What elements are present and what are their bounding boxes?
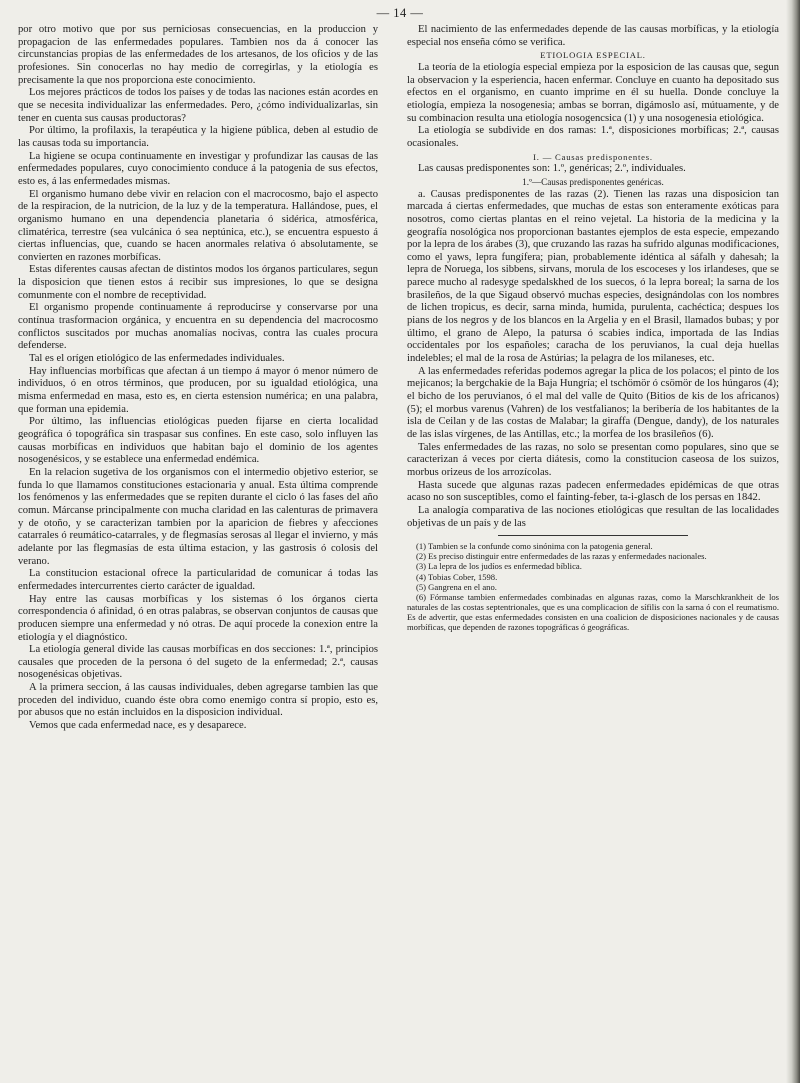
paragraph: Hasta sucede que algunas razas padecen enfermedades epidémicas de que otras acaso no son susceptibles, como el fainting-feber, ta-i-glasch de los persas en 1842. [407, 479, 779, 504]
paragraph: Vemos que cada enfermedad nace, es y desaparece. [29, 720, 247, 732]
footnote: (3) La lepra de los judíos es enfermedad bíblica. [416, 561, 582, 572]
paragraph: La analogía comparativa de las nociones etiológicas que resultan de las localidades objetivas de un país y de las [407, 504, 779, 529]
footnote: (5) Gangrena en el ano. [416, 581, 497, 592]
paragraph: En la relacion sugetiva de los organismos con el intermedio objetivo esterior, se funda lo que llamamos constituciones estacionaria y anual. Esta última comprende los fenómenos y las enfermedades que se repiten durante el ciclo ó las fases del año comun. Márcanse principalmente con mucha claridad en las calenturas de primavera y de otoño, y se caracterizan tambien por la aparicion de fiebres y afecciones catarrales ó reumático-catarrales, y de flegmasías serosas al llegar el invierno, y más adelante por las flegmasías de esta última estacion, y las gastrosis ó colosis del verano. [18, 466, 378, 567]
paragraph: por otro motivo que por sus perniciosas consecuencias, en la produccion y propagacion de las enfermedades populares. Tambien nos da á conocer las circunstancias propias de las enfermedades de los artesanos, de los oficios y de las profesiones. Sin conocerlas no hay medio de corregirlas, y la etiología es precisamente la que nos proporciona este conocimiento. [18, 24, 378, 86]
paragraph: Tales enfermedades de las razas, no solo se presentan como populares, sino que se caracterizan á veces por cierta diátesis, como la constitucion caseosa de los suizos, morbus orizeus de los arrozícolas. [407, 441, 779, 478]
paragraph: La higiene se ocupa continuamente en investigar y profundizar las causas de las enfermedades populares, cuyo conocimiento conduce á la patogenia de sus efectos, esto es, á las enfermedades mismas. [18, 150, 378, 187]
paragraph: Por último, la profilaxis, la terapéutica y la higiene pública, deben al estudio de las causas toda su importancia. [18, 125, 378, 149]
footnotes [407, 541, 779, 632]
paragraph: El organismo humano debe vivir en relacion con el macrocosmo, bajo el aspecto de la respiracion, de la nutricion, de la luz y de la temperatura. Hallándose, pues, el organismo humano en una dependencia planetaria ó sidérica, atmosférica, climatérica, terrestre (sea vulcánica ó sea neptúnica, etc.), se encuentra espuesto á ciertas influencias, que, cuando se hacen anormales relativa ó absolutamente, se convierten en razones morbíficas. [18, 188, 378, 263]
footnote: (4) Tobias Cober, 1598. [416, 571, 498, 582]
paragraph: El organismo propende continuamente á reproducirse y conservarse por una contínua trasformacion orgánica, y encuentra en su dependencia del macrocosmo conflictos suscitados por muchas anomalías nocivas, contra las cuales procura defenderse. [18, 302, 378, 352]
page-edge-shadow [786, 0, 800, 1083]
footnote: (6) Fórmanse tambien enfermedades combinadas en algunas razas, como la Marschkrankheit de los naturales de las costas septentrionales, que es una complicacion de sífilis con la sarna ó con el reumatismo. Es de advertir, que estas enfermedades consisten en una coalicion de disposiciones nacionales y de causas morbíficas, que dependen de razones topográficas ó geográficas. [407, 591, 779, 632]
paragraph: Los mejores prácticos de todos los países y de todas las naciones están acordes en que se necesita individualizar las enfermedades. Pero, ¿cómo individualizarlas, sin tener en cuenta sus causas productoras? [18, 87, 378, 124]
paragraph: Por último, las influencias etiológicas pueden fijarse en cierta localidad geográfica ó topográfica sin traspasar sus confines. En este caso, solo influyen las causas morbíficas en individuos que habitan bajo el dominio de los agentes nosogenésicos, y se establece una enfermedad endémica. [18, 416, 378, 466]
footnote-divider [498, 535, 688, 536]
paragraph: Hay entre las causas morbíficas y los sistemas ó los órganos cierta correspondencia ó afinidad, ó en otras palabras, se observan conjuntos de causas que producen siempre una enfermedad y nó otras. De aquí procede la conexion entre la etiología y el diagnóstico. [18, 593, 378, 643]
section-heading-etiologia-especial: ETIOLOGIA ESPECIAL. [540, 50, 646, 61]
paragraph: La etiología se subdivide en dos ramas: 1.ª, disposiciones morbíficas; 2.ª, causas ocasionales. [407, 125, 779, 149]
paragraph: Estas diferentes causas afectan de distintos modos los órganos particulares, segun la disposicion que tienen estos á recibir sus impresiones, lo que se designa comunmente con el nombre de receptividad. [18, 264, 378, 301]
paragraph: Hay influencias morbíficas que afectan á un tiempo á mayor ó menor número de individuos, ó en otros términos, que producen, por su igualdad etiológica, una misma enfermedad en masa, esto es, en cierta estension numérica; en una palabra, que forman una epidemia. [18, 365, 378, 415]
paragraph: a. Causas predisponentes de las razas (2). Tienen las razas una disposicion tan marcada á ciertas enfermedades, que muchas de estas son enteramente exóticas para nosotros, como ciertas plantas en el reino vejetal. La historia de la medicina y la geografía nosológica nos proporcionan bastantes ejemplos de esta especie, empezando por la lepra de los árabes (3), que cruzando las razas ha sufrido algunas modificaciones, como el yaws, lepra fungífera; pian, probablemente idéntica al sáfalh y dahesah; la lepra de Noruega, los sibbens, sirvans, morula de los escoceses y los irlandeses, que se parece mucho al radesyge spedalskhed de los suecos, ó la lepra boreal; la sarna de los brasileños, de la que Sigaud observó muchas especies, designándolas con los nombres de lichen tropicus, es decir, sarna minda, humida, purulenta, cachéctica; despues los pians de los negros y de los blancos en la Argelia y en el Brasil, llamados bubas; y por último, el grano de Alepo, la patursa ó scabies indica, importada de las Indias occidentales por los españoles; caracha de los peruvianos, la cual deja huellas indelebles; el mal de la rosa de Astúrias; la pelagra de los milaneses, etc. [407, 188, 779, 365]
footnote: (2) Es preciso distinguir entre enfermedades de las razas y enfermedades nacionales. [416, 551, 707, 562]
subsection-heading-genericas: 1.º—Causas predisponentes genéricas. [522, 176, 664, 187]
paragraph: Las causas predisponentes son: 1.º, genéricas; 2.º, individuales. [418, 163, 686, 175]
paragraph: La teoría de la etiología especial empieza por la esposicion de las causas que, segun la observacion y la esperiencia, hacen enfermar. Concluye en cuanto ha depositado sus efectos en el organismo, en cuanto imprime en él su huella. Donde concluye la etiología, empieza la nosogenesia; ambas se borran, digámoslo así, mútuamente, y de su combinacion resulta una etiología nosogencsica (1) y una nosogenesia etiológica. [407, 61, 779, 124]
paragraph: La etiología general divide las causas morbíficas en dos secciones: 1.ª, principios causales que proceden de la persona ó del sugeto de la enfermedad; 2.ª, causas nosogenésicas objetivas. [18, 644, 378, 681]
section-heading-causas-predisponentes: I. — Causas predisponentes. [533, 151, 653, 162]
paragraph: La constitucion estacional ofrece la particularidad de comunicar á todas las enfermedades intercurrentes cierto carácter de igualdad. [18, 568, 378, 592]
right-column [407, 24, 779, 632]
footnote: (1) Tambien se la confunde como sinónima con la patogenia general. [416, 541, 653, 552]
left-column [18, 24, 378, 733]
paragraph: El nacimiento de las enfermedades depende de las causas morbíficas, y la etiología especial nos enseña cómo se verifica. [407, 24, 779, 48]
paragraph: A las enfermedades referidas podemos agregar la plica de los polacos; el pinto de los mejicanos; la bergchakie de la Baja Hungría; el tschömör ó csömör de los húngaros (4); el bicho de los peruvianos, ó el mal del valle de Quito (Bitios de kis de los africanos) (5); el morbus varenus (Vahren) de los vestfalianos; la beribería de los habitantes de la isla de Ceilan y de las costas de Malabar; la giraffa (Dengue, dandy), de los naturales de las islas vírgenes, de las Antillas, etc.; la morfea de los brasileños (6). [407, 365, 779, 440]
page-number: — 14 — [376, 6, 424, 20]
paragraph: A la primera seccion, á las causas individuales, deben agregarse tambien las que proceden del individuo, cuando éste obra como enemigo contra sí propio, esto es, por abusos que no están incluidos en la disposicion individual. [18, 682, 378, 719]
paragraph: Tal es el orígen etiológico de las enfermedades individuales. [29, 353, 285, 365]
